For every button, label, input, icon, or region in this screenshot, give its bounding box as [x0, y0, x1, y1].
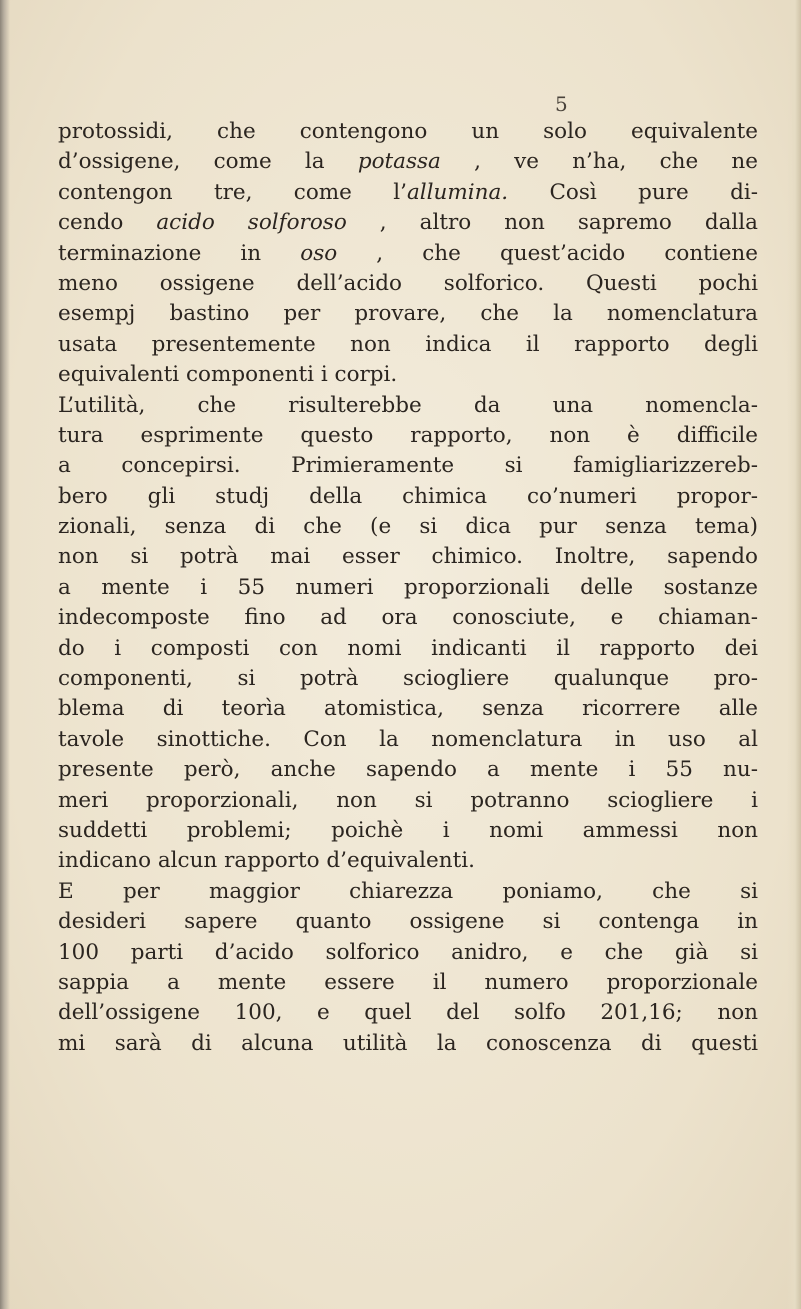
text-line: E per maggior chiarezza poniamo, che si [58, 878, 758, 904]
text-line: esempj bastino per provare, che la nomenclatura [58, 301, 758, 327]
text-line: a concepirsi. Primieramente si famigliarizzereb- [58, 453, 758, 479]
text-line: tavole sinottiche. Con la nomenclatura in uso al [58, 726, 758, 752]
text-line: cendo acido solforoso , altro non sapremo dalla [58, 210, 758, 236]
text-line: suddetti problemi; poichè i nomi ammessi non [58, 817, 758, 843]
text-line: bero gli studj della chimica co’numeri propor- [58, 483, 758, 509]
text-line: dell’ossigene 100, e quel del solfo 201,16; non [58, 1000, 758, 1026]
body-text [58, 117, 758, 1059]
text-line: L’utilità, che risulterebbe da una nomencla- [58, 392, 758, 418]
text-line: desideri sapere quanto ossigene si contenga in [58, 909, 758, 935]
page-edge [787, 0, 801, 1309]
text-line: contengon tre, come l’allumina. Così pure di- [58, 179, 758, 205]
text-line: zionali, senza di che (e si dica pur senza tema) [58, 514, 758, 540]
text-line: non si potrà mai esser chimico. Inoltre, sapendo [58, 544, 758, 570]
text-line: sappia a mente essere il numero proporzionale [58, 969, 758, 995]
text-line: usata presentemente non indica il rapporto degli [58, 331, 758, 357]
text-line: d’ossigene, come la potassa , ve n’ha, che ne [58, 149, 758, 175]
text-line: 100 parti d’acido solforico anidro, e che già si [58, 939, 758, 965]
text-line: terminazione in oso , che quest’acido contiene [58, 240, 758, 266]
text-line: indecomposte fino ad ora conosciute, e chiaman- [58, 605, 758, 631]
text-line: a mente i 55 numeri proporzionali delle sostanze [58, 574, 758, 600]
text-line: blema di teorìa atomistica, senza ricorrere alle [58, 696, 758, 722]
text-line: presente però, anche sapendo a mente i 55 nu- [58, 757, 758, 783]
text-line: tura esprimente questo rapporto, non è difficile [58, 422, 758, 448]
text-line: mi sarà di alcuna utilità la conoscenza di questi [58, 1030, 758, 1056]
text-line: meri proporzionali, non si potranno sciogliere i [58, 787, 758, 813]
page-number: 5 [555, 92, 568, 116]
text-line: equivalenti componenti i corpi. [58, 362, 398, 388]
text-line: indicano alcun rapporto d’equivalenti. [58, 848, 475, 874]
text-line: meno ossigene dell’acido solforico. Questi pochi [58, 270, 758, 296]
page-binding-shadow [0, 0, 10, 1309]
text-line: do i composti con nomi indicanti il rapporto dei [58, 635, 758, 661]
text-line: componenti, si potrà sciogliere qualunque pro- [58, 666, 758, 692]
text-line: protossidi, che contengono un solo equivalente [58, 119, 758, 144]
